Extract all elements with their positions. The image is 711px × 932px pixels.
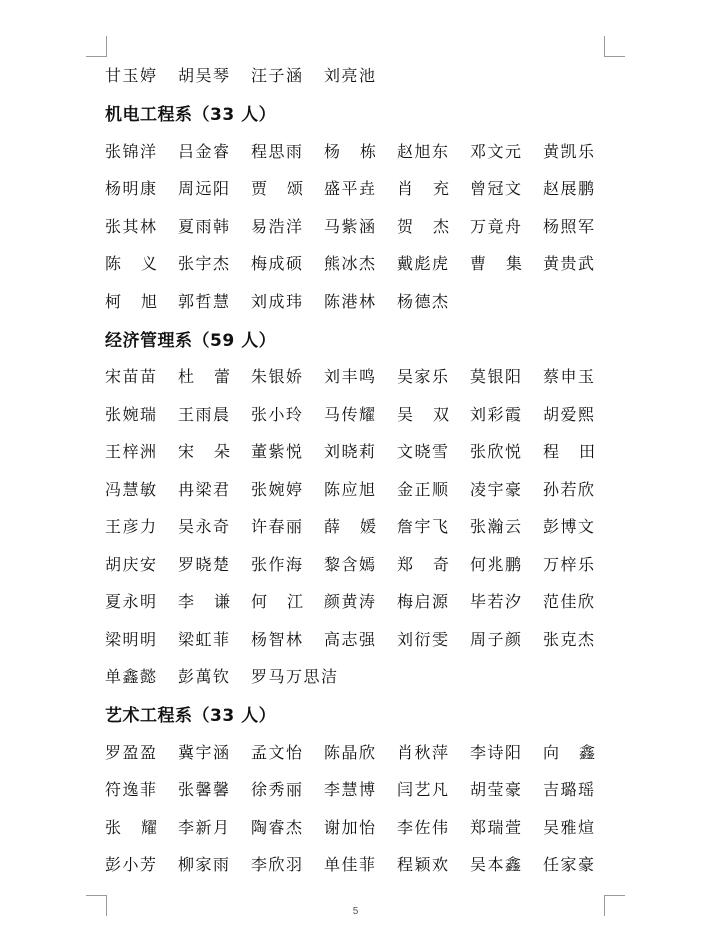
student-name: 李慧博	[324, 780, 377, 800]
student-name: 宋苗苗	[105, 367, 158, 387]
section-heading: 艺术工程系（33 人）	[105, 706, 277, 726]
student-name: 彭萬钦	[178, 667, 231, 687]
student-name: 高志强	[324, 629, 377, 649]
student-name: 王彦力	[105, 517, 158, 537]
student-name: 李诗阳	[470, 742, 523, 762]
student-name: 吕金睿	[178, 141, 231, 161]
student-name: 单佳菲	[324, 855, 377, 875]
student-name: 吴雅煊	[543, 817, 596, 837]
student-name: 陈晶欣	[324, 742, 377, 762]
student-name: 张瀚云	[470, 517, 523, 537]
student-name: 彭博文	[543, 517, 596, 537]
student-name: 陈应旭	[324, 479, 377, 499]
student-name: 宋朵	[178, 442, 251, 462]
student-name: 郭哲慧	[178, 291, 231, 311]
name-row	[105, 545, 625, 583]
student-name: 贾颂	[251, 179, 324, 199]
student-name: 张其林	[105, 216, 158, 236]
student-name: 许春丽	[251, 517, 304, 537]
student-name: 陈义	[105, 254, 178, 274]
student-name: 文晓雪	[397, 442, 450, 462]
student-name: 盛平垚	[324, 179, 377, 199]
student-name: 任家豪	[543, 855, 596, 875]
student-name: 孟文怡	[251, 742, 304, 762]
crop-mark-top-right	[604, 36, 625, 57]
student-name: 黄凯乐	[543, 141, 596, 161]
name-row	[105, 132, 625, 170]
student-name: 李佐伟	[397, 817, 450, 837]
student-name: 曾冠文	[470, 179, 523, 199]
student-name: 向鑫	[543, 742, 616, 762]
student-name: 单鑫懿	[105, 667, 158, 687]
student-name: 杨德杰	[397, 291, 450, 311]
student-name: 颜黄涛	[324, 592, 377, 612]
student-name: 夏永明	[105, 592, 158, 612]
name-row	[105, 770, 625, 808]
student-name: 胡吴琴	[178, 66, 231, 86]
name-row	[105, 169, 625, 207]
student-name: 董紫悦	[251, 442, 304, 462]
student-name: 罗盈盈	[105, 742, 158, 762]
student-name: 夏雨韩	[178, 216, 231, 236]
student-name: 吴家乐	[397, 367, 450, 387]
name-list	[105, 56, 625, 883]
name-row	[105, 282, 625, 320]
student-name: 詹宇飞	[397, 517, 450, 537]
student-name: 汪子涵	[251, 66, 304, 86]
student-name: 马紫涵	[324, 216, 377, 236]
student-name: 熊冰杰	[324, 254, 377, 274]
student-name: 甘玉婷	[105, 66, 158, 86]
student-name: 何兆鹏	[470, 554, 523, 574]
student-name: 朱银娇	[251, 367, 304, 387]
student-name: 王雨晨	[178, 404, 231, 424]
student-name: 李谦	[178, 592, 251, 612]
name-row	[105, 620, 625, 658]
student-name: 程颖欢	[397, 855, 450, 875]
student-name: 杨栋	[324, 141, 397, 161]
student-name: 易浩洋	[251, 216, 304, 236]
student-name: 胡庆安	[105, 554, 158, 574]
student-name: 张婉婷	[251, 479, 304, 499]
student-name: 张欣悦	[470, 442, 523, 462]
student-name: 周远阳	[178, 179, 231, 199]
crop-mark-top-left	[86, 36, 107, 57]
name-row	[105, 733, 625, 771]
name-row	[105, 207, 625, 245]
student-name: 邓文元	[470, 141, 523, 161]
student-name: 曹集	[470, 254, 543, 274]
student-name: 彭小芳	[105, 855, 158, 875]
student-name: 戴彪虎	[397, 254, 450, 274]
student-name: 李欣羽	[251, 855, 304, 875]
name-row	[105, 657, 625, 695]
student-name: 闫艺凡	[397, 780, 450, 800]
student-name: 张婉瑞	[105, 404, 158, 424]
student-name: 梅启源	[397, 592, 450, 612]
student-name: 薛媛	[324, 517, 397, 537]
student-name: 范佳欣	[543, 592, 596, 612]
name-row	[105, 507, 625, 545]
section-heading: 机电工程系（33 人）	[105, 105, 277, 125]
student-name: 胡莹豪	[470, 780, 523, 800]
student-name: 杜蕾	[178, 367, 251, 387]
student-name: 罗马万思洁	[251, 667, 339, 687]
student-name: 符逸菲	[105, 780, 158, 800]
student-name: 谢加怡	[324, 817, 377, 837]
name-row	[105, 244, 625, 282]
student-name: 吴双	[397, 404, 470, 424]
student-name: 梁明明	[105, 629, 158, 649]
student-name: 万竟舟	[470, 216, 523, 236]
name-row	[105, 582, 625, 620]
student-name: 陶睿杰	[251, 817, 304, 837]
student-name: 李新月	[178, 817, 231, 837]
student-name: 冯慧敏	[105, 479, 158, 499]
student-name: 柳家雨	[178, 855, 231, 875]
student-name: 周子颜	[470, 629, 523, 649]
student-name: 程思雨	[251, 141, 304, 161]
student-name: 吉璐瑶	[543, 780, 596, 800]
student-name: 杨智林	[251, 629, 304, 649]
student-name: 郑瑞萱	[470, 817, 523, 837]
student-name: 凌宇豪	[470, 479, 523, 499]
student-name: 陈港林	[324, 291, 377, 311]
page-number: 5	[352, 906, 359, 917]
student-name: 张耀	[105, 817, 178, 837]
name-row	[105, 395, 625, 433]
student-name: 莫银阳	[470, 367, 523, 387]
student-name: 蔡申玉	[543, 367, 596, 387]
student-name: 金正顺	[397, 479, 450, 499]
student-name: 赵展鹏	[543, 179, 596, 199]
student-name: 黎含嫣	[324, 554, 377, 574]
student-name: 刘衍雯	[397, 629, 450, 649]
student-name: 冉梁君	[178, 479, 231, 499]
student-name: 张作海	[251, 554, 304, 574]
student-name: 徐秀丽	[251, 780, 304, 800]
student-name: 张宇杰	[178, 254, 231, 274]
student-name: 吴本鑫	[470, 855, 523, 875]
student-name: 冀宇涵	[178, 742, 231, 762]
student-name: 刘彩霞	[470, 404, 523, 424]
student-name: 胡爱熙	[543, 404, 596, 424]
student-name: 杨照军	[543, 216, 596, 236]
student-name: 刘丰鸣	[324, 367, 377, 387]
student-name: 罗晓楚	[178, 554, 231, 574]
name-row	[105, 357, 625, 395]
name-row	[105, 845, 625, 883]
student-name: 黄贵武	[543, 254, 596, 274]
student-name: 何江	[251, 592, 324, 612]
student-name: 孙若欣	[543, 479, 596, 499]
name-row	[105, 470, 625, 508]
student-name: 赵旭东	[397, 141, 450, 161]
student-name: 梁虹菲	[178, 629, 231, 649]
student-name: 梅成硕	[251, 254, 304, 274]
name-row	[105, 432, 625, 470]
name-row	[105, 808, 625, 846]
continuation-row	[105, 56, 625, 94]
student-name: 贺杰	[397, 216, 470, 236]
student-name: 肖秋萍	[397, 742, 450, 762]
student-name: 程田	[543, 442, 616, 462]
student-name: 杨明康	[105, 179, 158, 199]
student-name: 刘亮池	[324, 66, 377, 86]
section-heading: 经济管理系（59 人）	[105, 330, 277, 351]
student-name: 柯旭	[105, 291, 178, 311]
student-name: 张锦洋	[105, 141, 158, 161]
student-name: 刘成玮	[251, 291, 304, 311]
student-name: 张馨馨	[178, 780, 231, 800]
student-name: 肖充	[397, 179, 470, 199]
student-name: 毕若汐	[470, 592, 523, 612]
student-name: 刘晓莉	[324, 442, 377, 462]
student-name: 吴永奇	[178, 517, 231, 537]
student-name: 万梓乐	[543, 554, 596, 574]
student-name: 张克杰	[543, 629, 596, 649]
student-name: 郑奇	[397, 554, 470, 574]
student-name: 王梓洲	[105, 442, 158, 462]
student-name: 张小玲	[251, 404, 304, 424]
student-name: 马传耀	[324, 404, 377, 424]
